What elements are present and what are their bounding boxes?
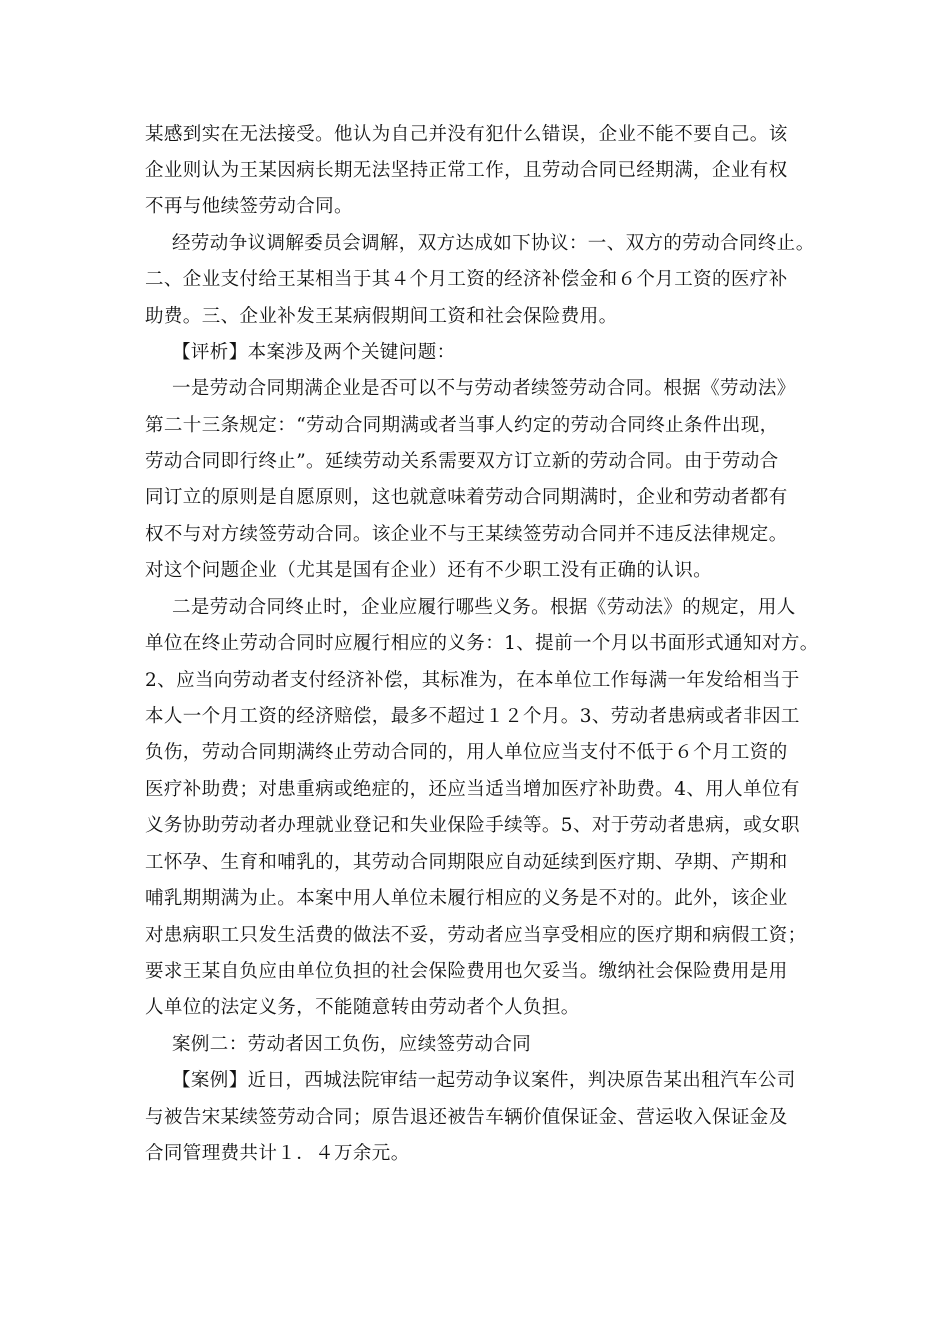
text-line-1: 某感到实在无法接受。他认为自己并没有犯什么错误，企业不能不要自己。该 — [145, 124, 788, 145]
text-line-7: 【评析】本案涉及两个关键问题： — [172, 342, 456, 363]
text-line-3: 不再与他续签劳动合同。 — [145, 196, 353, 217]
text-line-10: 劳动合同即行终止”。延续劳动关系需要双方订立新的劳动合同。由于劳动合 — [145, 451, 779, 472]
text-line-23: 对患病职工只发生活费的做法不妥，劳动者应当享受相应的医疗期和病假工资； — [145, 925, 807, 946]
text-line-5: 二、企业支付给王某相当于其４个月工资的经济补偿金和６个月工资的医疗补 — [145, 269, 788, 290]
text-line-20: 义务协助劳动者办理就业登记和失业保险手续等。5、对于劳动者患病，或女职 — [145, 815, 800, 836]
text-line-16: 2、应当向劳动者支付经济补偿，其标准为，在本单位工作每满一年发给相当于 — [145, 670, 800, 691]
text-line-14: 二是劳动合同终止时，企业应履行哪些义务。根据《劳动法》的规定，用人 — [172, 597, 796, 618]
text-line-28: 与被告宋某续签劳动合同；原告退还被告车辆价值保证金、营运收入保证金及 — [145, 1107, 788, 1128]
text-line-21: 工怀孕、生育和哺乳的，其劳动合同期限应自动延续到医疗期、孕期、产期和 — [145, 852, 788, 873]
text-line-9: 第二十三条规定：“劳动合同期满或者当事人约定的劳动合同终止条件出现， — [145, 415, 779, 436]
text-line-22: 哺乳期期满为止。本案中用人单位未履行相应的义务是不对的。此外，该企业 — [145, 888, 788, 909]
text-line-6: 助费。三、企业补发王某病假期间工资和社会保险费用。 — [145, 306, 618, 327]
text-line-18: 负伤，劳动合同期满终止劳动合同的，用人单位应当支付不低于６个月工资的 — [145, 742, 788, 763]
text-line-19: 医疗补助费；对患重病或绝症的，还应当适当增加医疗补助费。4、用人单位有 — [145, 779, 800, 800]
text-line-25: 人单位的法定义务，不能随意转由劳动者个人负担。 — [145, 997, 580, 1018]
text-line-26: 案例二：劳动者因工负伤，应续签劳动合同 — [172, 1034, 532, 1055]
text-line-17: 本人一个月工资的经济赔偿，最多不超过１２个月。3、劳动者患病或者非因工 — [145, 706, 800, 727]
text-line-12: 权不与对方续签劳动合同。该企业不与王某续签劳动合同并不违反法律规定。 — [145, 524, 788, 545]
text-line-29: 合同管理费共计１．４万余元。 — [145, 1143, 410, 1164]
text-line-13: 对这个问题企业（尤其是国有企业）还有不少职工没有正确的认识。 — [145, 560, 713, 581]
text-line-27: 【案例】近日，西城法院审结一起劳动争议案件，判决原告某出租汽车公司 — [172, 1070, 796, 1091]
text-line-11: 同订立的原则是自愿原则，这也就意味着劳动合同期满时，企业和劳动者都有 — [145, 487, 788, 508]
text-line-2: 企业则认为王某因病长期无法坚持正常工作，且劳动合同已经期满，企业有权 — [145, 160, 788, 181]
text-line-24: 要求王某自负应由单位负担的社会保险费用也欠妥当。缴纳社会保险费用是用 — [145, 961, 788, 982]
text-line-8: 一是劳动合同期满企业是否可以不与劳动者续签劳动合同。根据《劳动法》 — [172, 378, 796, 399]
text-line-4: 经劳动争议调解委员会调解，双方达成如下协议：一、双方的劳动合同终止。 — [172, 233, 815, 254]
text-line-15: 单位在终止劳动合同时应履行相应的义务：1、提前一个月以书面形式通知对方。 — [145, 633, 819, 654]
